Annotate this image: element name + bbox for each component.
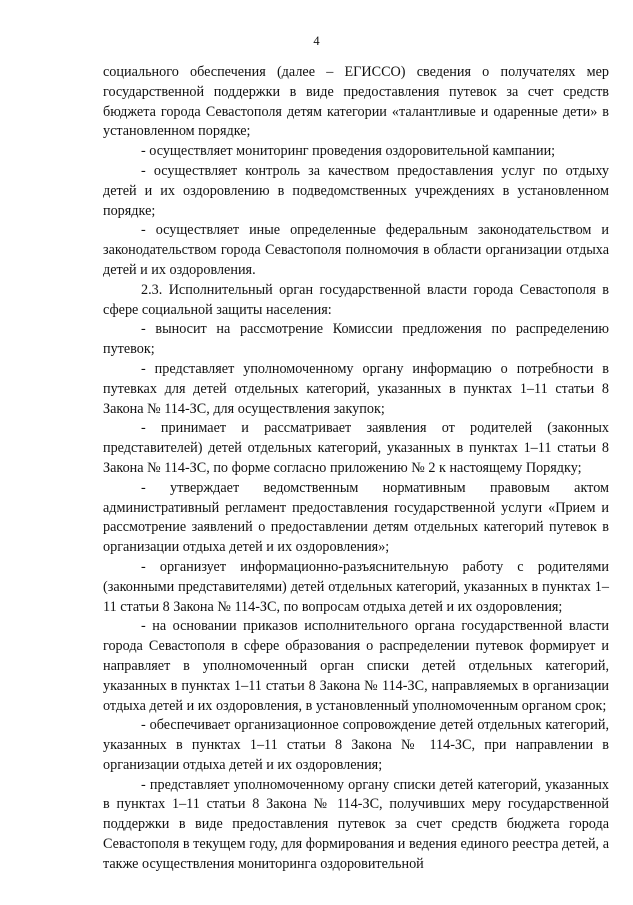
paragraph: - организует информационно-разъяснительную работу с родителями (законными представителями) детей отдельных категорий, указанных в пунктах 1–11 статьи 8 Закона № 114-ЗС, по вопросам отдыха детей и их оздоровления; (103, 558, 609, 615)
paragraph: - осуществляет иные определенные федеральным законодательством и законодательством города Севастополя полномочия в области организации отдыха детей и их оздоровления. (103, 222, 609, 278)
document-body (103, 63, 609, 875)
page-number: 4 (313, 34, 320, 48)
paragraph: - обеспечивает организационное сопровождение детей отдельных категорий, указанных в пунктах 1–11 статьи 8 Закона № 114-ЗС, при направлении в организации отдыха детей и их оздоровления; (103, 717, 609, 773)
paragraph: - представляет уполномоченному органу информацию о потребности в путевках для детей отдельных категорий, указанных в пунктах 1–11 статьи 8 Закона № 114-ЗС, для осуществления закупок; (103, 360, 609, 417)
paragraph: - принимает и рассматривает заявления от родителей (законных представителей) детей отдельных категорий, указанных в пунктах 1–11 статьи 8 Закона № 114-ЗС, по форме согласно приложению № 2 к настоящему Порядку; (103, 420, 609, 476)
paragraph: - осуществляет мониторинг проведения оздоровительной кампании; (141, 143, 556, 160)
paragraph: - представляет уполномоченному органу списки детей категорий, указанных в пунктах 1–11 статьи 8 Закона № 114-ЗС, получивших меру государственной поддержки в виде предоставления путевок за счет средств бюджета города Севастополя в текущем году, для формирования и ведения единого реестра детей, а также осуществления мониторинга оздоровительной (103, 776, 609, 872)
paragraph: - осуществляет контроль за качеством предоставления услуг по отдыху детей и их оздоровлению в подведомственных учреждениях в установленном порядке; (103, 162, 609, 219)
paragraph: социального обеспечения (далее – ЕГИССО) сведения о получателях мер государственной поддержки в виде предоставления путевок за счет средств бюджета города Севастополя детям категории «талантливые и одаренные дети» в установленном порядке; (103, 64, 609, 140)
paragraph: - на основании приказов исполнительного органа государственной власти города Севастополя в сфере образования о распределении путевок формирует и направляет в уполномоченный орган списки детей отдельных категорий, указанных в пунктах 1–11 статьи 8 Закона № 114-ЗС, направляемых в организации отдыха детей и их оздоровления, в установленный уполномоченным органом срок; (103, 618, 609, 714)
paragraph: - выносит на рассмотрение Комиссии предложения по распределению путевок; (103, 321, 609, 358)
paragraph: - утверждает ведомственным нормативным правовым актом административный регламент предоставления государственной услуги «Прием и рассмотрение заявлений о предоставлении детям отдельных категорий путевок в организации отдыха детей и их оздоровления»; (103, 479, 609, 556)
section-heading: 2.3. Исполнительный орган государственной власти города Севастополя в сфере социальной защиты населения: (103, 281, 609, 318)
